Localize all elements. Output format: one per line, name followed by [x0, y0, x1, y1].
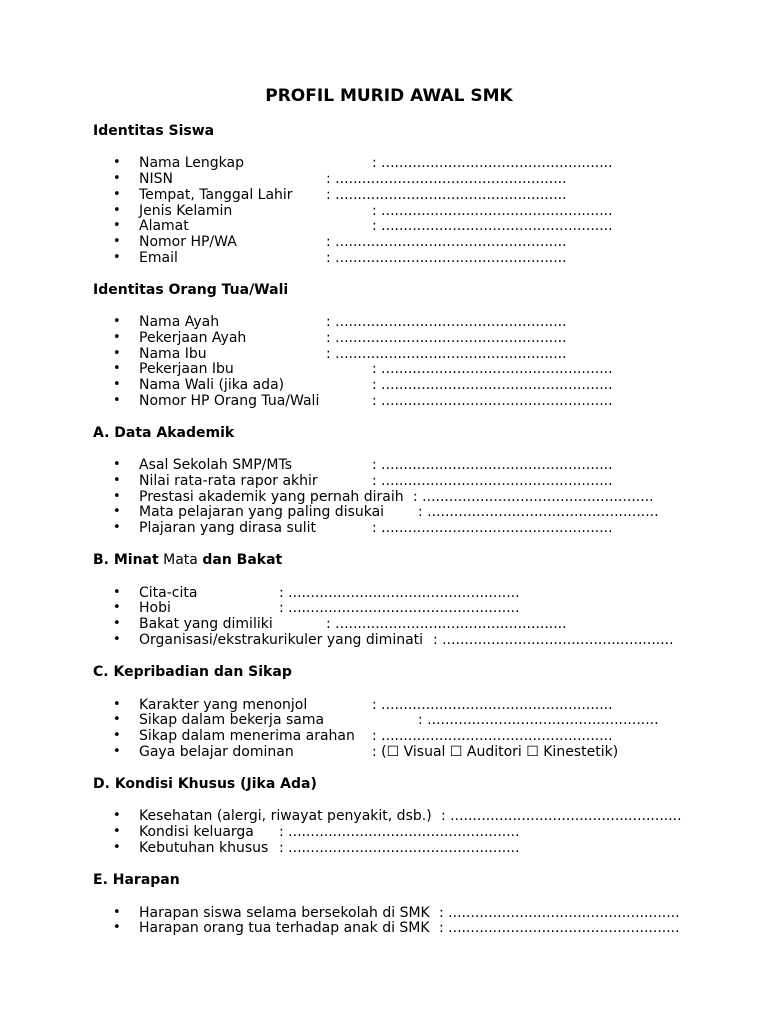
field-label: Kesehatan (alergi, riwayat penyakit, dsb.): [139, 808, 432, 824]
bullet: •: [113, 187, 121, 202]
bullet: •: [113, 473, 121, 488]
field-value: : ....................................................: [372, 520, 613, 536]
field-label: Nama Ibu: [139, 346, 207, 362]
bullet: •: [113, 712, 121, 727]
section-heading-data-akademik: A. Data Akademik: [93, 425, 235, 441]
bullet: •: [113, 616, 121, 631]
field-label: Nama Lengkap: [139, 155, 244, 171]
bullet: •: [113, 489, 121, 504]
field-value: : ....................................................: [372, 473, 613, 489]
bullet: •: [113, 361, 121, 376]
bullet: •: [113, 840, 121, 855]
field-value: : ....................................................: [326, 616, 567, 632]
section-heading-kondisi-khusus: D. Kondisi Khusus (Jika Ada): [93, 776, 317, 792]
bullet: •: [113, 585, 121, 600]
field-label: Nomor HP Orang Tua/Wali: [139, 393, 320, 409]
bullet: •: [113, 393, 121, 408]
bullet: •: [113, 330, 121, 345]
field-value: : ....................................................: [372, 361, 613, 377]
section-heading-identitas-siswa: Identitas Siswa: [93, 123, 215, 139]
field-label: Gaya belajar dominan: [139, 744, 294, 760]
bullet: •: [113, 520, 121, 535]
field-value: : ....................................................: [372, 155, 613, 171]
field-label: Nilai rata-rata rapor akhir: [139, 473, 318, 489]
field-label: Prestasi akademik yang pernah diraih: [139, 489, 404, 505]
bullet: •: [113, 600, 121, 615]
field-value: : ....................................................: [433, 632, 674, 648]
field-label: Nomor HP/WA: [139, 234, 237, 250]
field-label: Kebutuhan khusus: [139, 840, 269, 856]
bullet: •: [113, 905, 121, 920]
field-label: Tempat, Tanggal Lahir: [139, 187, 293, 203]
field-label: Nama Ayah: [139, 314, 220, 330]
field-label: Harapan siswa selama bersekolah di SMK: [139, 905, 430, 921]
heading-part: B. Minat: [93, 552, 159, 568]
field-value: : ....................................................: [326, 187, 567, 203]
field-label: Nama Wali (jika ada): [139, 377, 285, 393]
field-label: Kondisi keluarga: [139, 824, 254, 840]
field-label: Pekerjaan Ibu: [139, 361, 234, 377]
field-label: Mata pelajaran yang paling disukai: [139, 504, 385, 520]
bullet: •: [113, 346, 121, 361]
field-value: : ....................................................: [372, 697, 613, 713]
field-label: Hobi: [139, 600, 171, 616]
field-value: : ....................................................: [439, 905, 680, 921]
field-label: Karakter yang menonjol: [139, 697, 308, 713]
field-value: : ....................................................: [418, 504, 659, 520]
field-value: : ....................................................: [326, 346, 567, 362]
field-value: : ....................................................: [439, 920, 680, 936]
heading-part: Mata: [158, 552, 203, 568]
bullet: •: [113, 155, 121, 170]
field-value: : ....................................................: [418, 712, 659, 728]
bullet: •: [113, 314, 121, 329]
field-value: : ....................................................: [372, 728, 613, 744]
field-value: : (☐ Visual ☐ Auditori ☐ Kinestetik): [372, 744, 619, 760]
bullet: •: [113, 234, 121, 249]
field-value: : ....................................................: [279, 600, 520, 616]
bullet: •: [113, 697, 121, 712]
heading-part: dan Bakat: [202, 552, 283, 568]
section-heading-kepribadian: C. Kepribadian dan Sikap: [93, 664, 292, 680]
field-value: : ....................................................: [413, 489, 654, 505]
field-label: Harapan orang tua terhadap anak di SMK: [139, 920, 430, 936]
field-label: Organisasi/ekstrakurikuler yang diminati: [139, 632, 424, 648]
field-label: Jenis Kelamin: [139, 203, 233, 219]
field-label: Sikap dalam bekerja sama: [139, 712, 325, 728]
field-value: : ....................................................: [372, 457, 613, 473]
bullet: •: [113, 808, 121, 823]
section-heading-harapan: E. Harapan: [93, 872, 180, 888]
bullet: •: [113, 728, 121, 743]
field-value: : ....................................................: [279, 840, 520, 856]
field-value: : ....................................................: [372, 218, 613, 234]
field-label: Bakat yang dimiliki: [139, 616, 273, 632]
field-label: Email: [139, 250, 178, 266]
field-label: Sikap dalam menerima arahan: [139, 728, 355, 744]
bullet: •: [113, 250, 121, 265]
bullet: •: [113, 920, 121, 935]
field-label: NISN: [139, 171, 173, 187]
field-value: : ....................................................: [326, 234, 567, 250]
bullet: •: [113, 377, 121, 392]
field-value: : ....................................................: [372, 203, 613, 219]
field-value: : ....................................................: [372, 393, 613, 409]
field-value: : ....................................................: [326, 171, 567, 187]
bullet: •: [113, 457, 121, 472]
field-label: Asal Sekolah SMP/MTs: [139, 457, 292, 473]
field-value: : ....................................................: [326, 250, 567, 266]
bullet: •: [113, 218, 121, 233]
field-value: : ....................................................: [326, 314, 567, 330]
bullet: •: [113, 171, 121, 186]
field-value: : ....................................................: [279, 585, 520, 601]
field-label: Cita-cita: [139, 585, 198, 601]
field-label: Alamat: [139, 218, 189, 234]
field-label: Plajaran yang dirasa sulit: [139, 520, 316, 536]
bullet: •: [113, 744, 121, 759]
field-value: : ....................................................: [441, 808, 682, 824]
section-heading-identitas-ortu: Identitas Orang Tua/Wali: [93, 282, 289, 298]
bullet: •: [113, 824, 121, 839]
field-value: : ....................................................: [372, 377, 613, 393]
bullet: •: [113, 504, 121, 519]
page-title: PROFIL MURID AWAL SMK: [265, 86, 513, 106]
field-label: Pekerjaan Ayah: [139, 330, 247, 346]
field-value: : ....................................................: [279, 824, 520, 840]
bullet: •: [113, 203, 121, 218]
field-value: : ....................................................: [326, 330, 567, 346]
bullet: •: [113, 632, 121, 647]
section-heading-minat-bakat: [93, 552, 282, 568]
